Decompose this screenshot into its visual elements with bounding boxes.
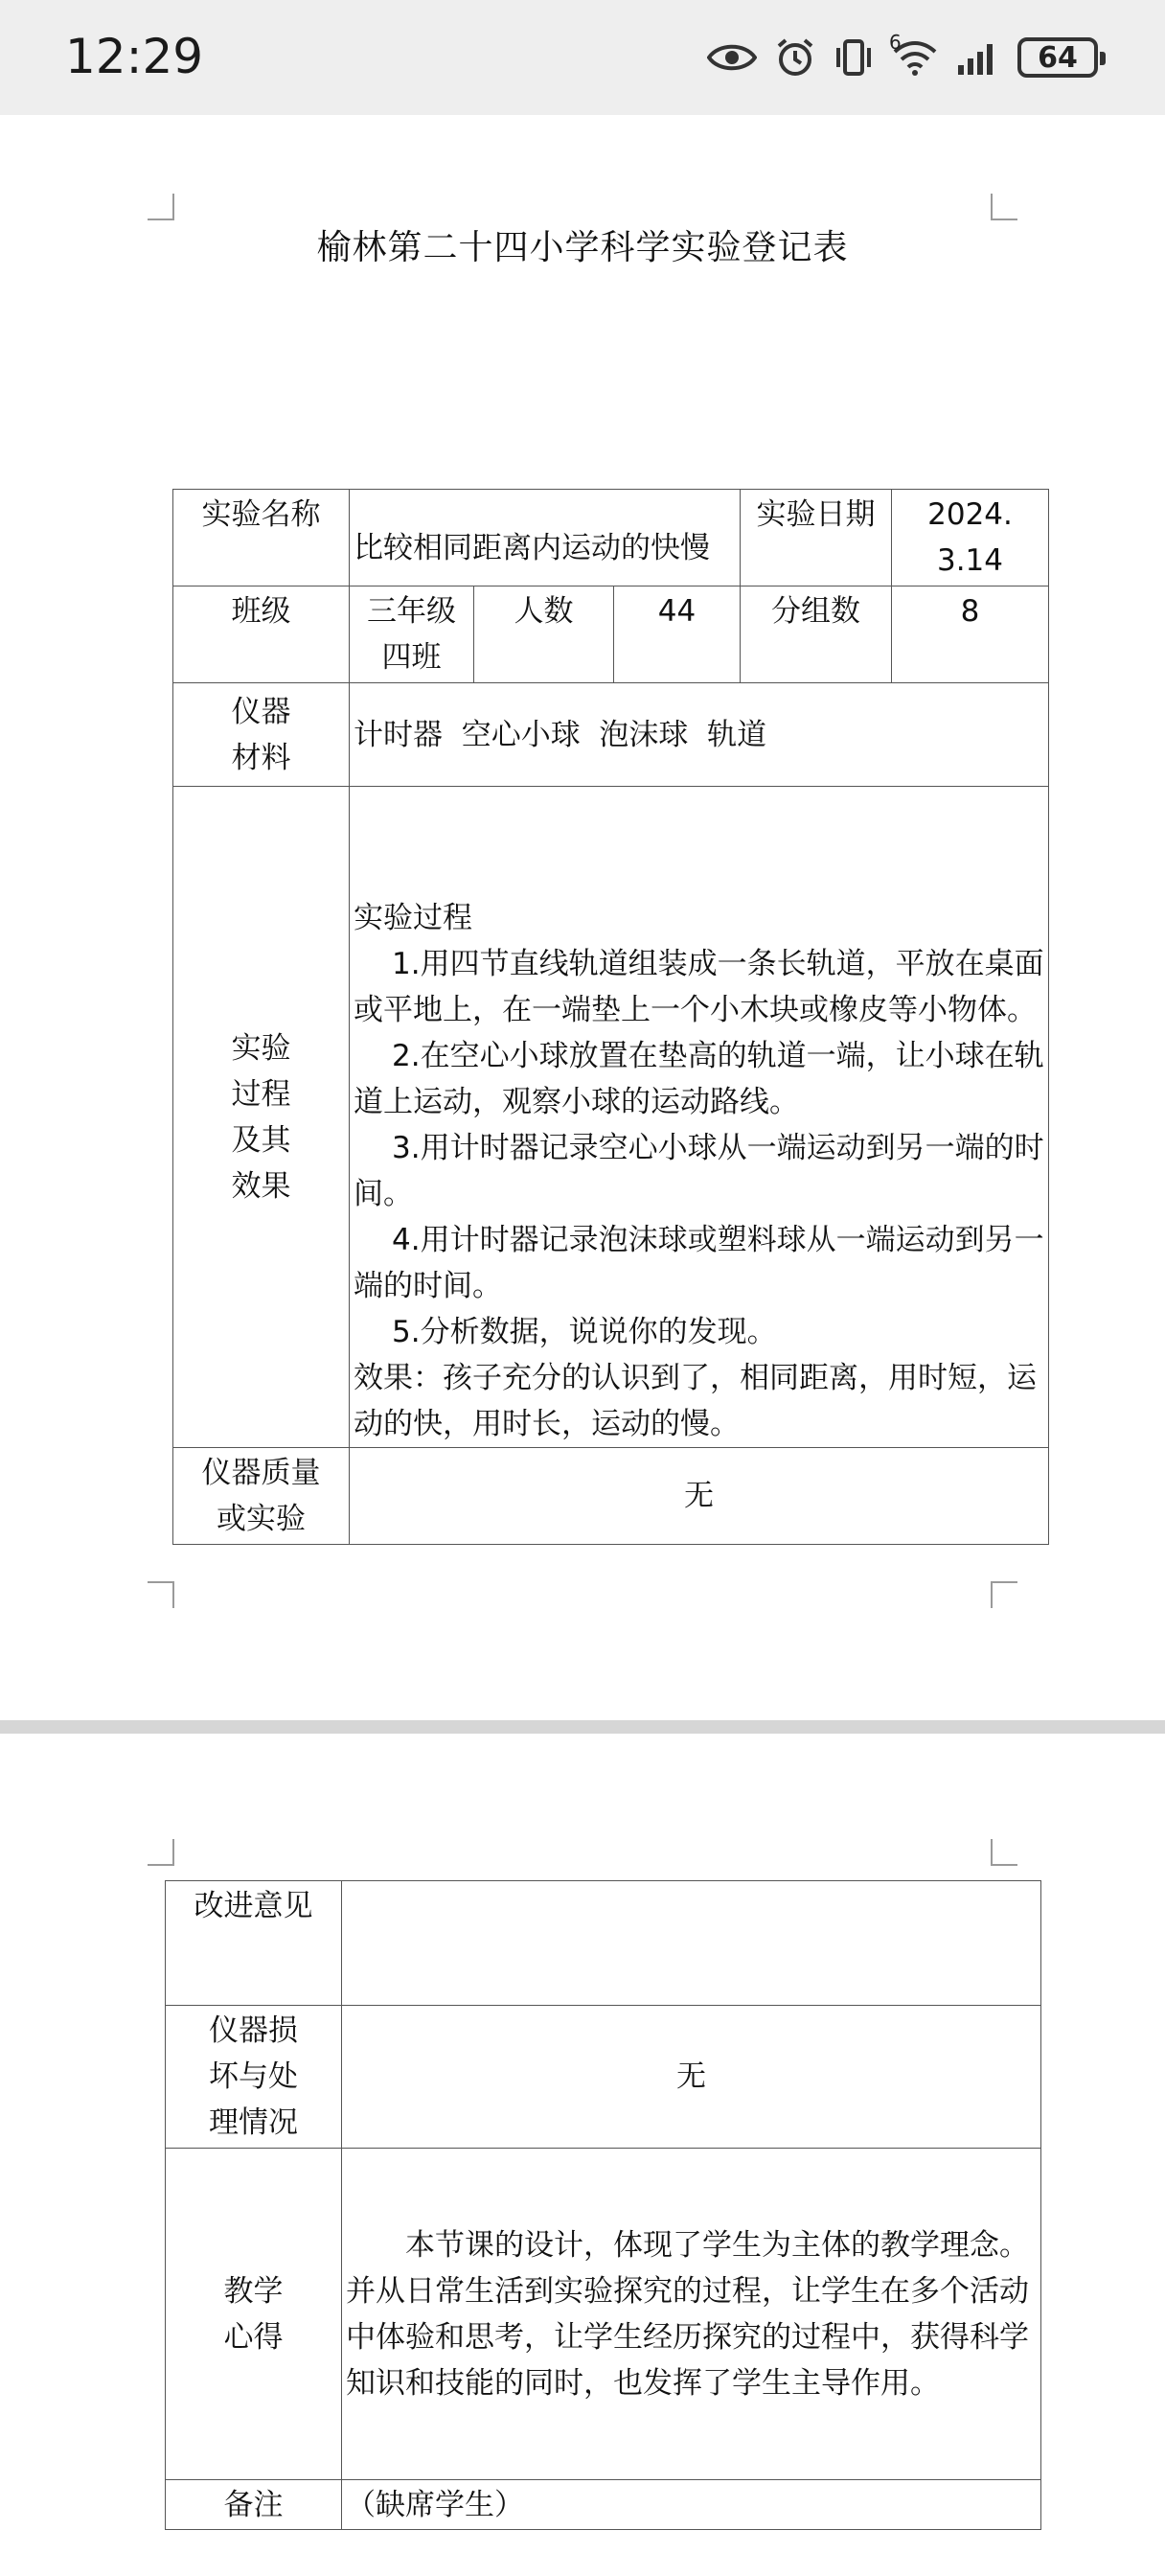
crop-mark xyxy=(148,1839,174,1866)
label-experiment-date: 实验日期 xyxy=(741,490,892,586)
label-damage-line-1: 仪器损 xyxy=(209,2013,298,2048)
process-step-2: 2.在空心小球放置在垫高的轨道一端，让小球在轨道上运动，观察小球的运动路线。 xyxy=(354,1039,1044,1119)
label-process-line-2: 过程 xyxy=(231,1076,291,1112)
experiment-name-value: 比较相同距离内运动的快慢 xyxy=(350,490,741,586)
label-quality-line-1: 仪器质量 xyxy=(201,1456,321,1490)
label-group-count: 分组数 xyxy=(741,586,892,683)
battery-level: 64 xyxy=(1038,40,1078,75)
class-line-1: 三年级 xyxy=(367,594,456,629)
group-count-value: 8 xyxy=(892,586,1049,683)
remarks-value: （缺席学生） xyxy=(342,2480,1041,2530)
label-reflection-line-2: 心得 xyxy=(223,2319,284,2355)
crop-mark xyxy=(991,1581,1017,1608)
label-process xyxy=(173,787,350,1448)
process-step-1: 1.用四节直线轨道组装成一条长轨道，平放在桌面或平地上，在一端垫上一个小木块或橡皮等小物体。 xyxy=(354,947,1044,1027)
date-line-1: 2024. xyxy=(927,497,1013,532)
vibrate-icon xyxy=(834,36,874,79)
crop-mark xyxy=(148,1581,174,1608)
table-row xyxy=(166,2480,1041,2530)
label-quality-line-2: 或实验 xyxy=(217,1502,306,1536)
page-separator xyxy=(0,1720,1165,1734)
label-student-count: 人数 xyxy=(474,586,614,683)
experiment-table xyxy=(172,489,1049,1545)
label-damage-line-3: 理情况 xyxy=(209,2105,298,2140)
document-page-2 xyxy=(0,1734,1165,2576)
wifi-generation-label: 6 xyxy=(889,31,902,54)
label-damage-line-2: 坏与处 xyxy=(209,2059,298,2094)
signal-icon xyxy=(956,38,1000,77)
equipment-quality-value: 无 xyxy=(350,1448,1049,1545)
damage-value: 无 xyxy=(342,2006,1041,2149)
battery-icon xyxy=(1017,37,1098,78)
wifi-icon xyxy=(889,31,939,77)
crop-mark xyxy=(991,194,1017,220)
document-title: 榆林第二十四小学科学实验登记表 xyxy=(316,228,849,267)
status-bar xyxy=(0,0,1165,115)
process-step-3: 3.用计时器记录空心小球从一端运动到另一端的时间。 xyxy=(354,1131,1044,1211)
class-line-2: 四班 xyxy=(381,640,442,675)
label-process-line-4: 效果 xyxy=(231,1168,291,1204)
student-count-value: 44 xyxy=(614,586,741,683)
class-value xyxy=(350,586,474,683)
date-line-2: 3.14 xyxy=(936,543,1004,578)
table-row xyxy=(173,787,1049,1448)
label-teaching-reflection xyxy=(166,2149,342,2480)
label-remarks: 备注 xyxy=(166,2480,342,2530)
process-step-4: 4.用计时器记录泡沫球或塑料球从一端运动到另一端的时间。 xyxy=(354,1223,1044,1303)
label-experiment-name: 实验名称 xyxy=(173,490,350,586)
process-effect: 效果：孩子充分的认识到了，相同距离，用时短，运动的快，用时长，运动的慢。 xyxy=(354,1361,1037,1441)
label-equipment-line-1: 仪器 xyxy=(231,694,291,729)
table-row xyxy=(173,683,1049,787)
label-process-line-1: 实验 xyxy=(231,1030,291,1066)
eye-icon xyxy=(707,41,757,74)
label-damage xyxy=(166,2006,342,2149)
document-page-1 xyxy=(0,115,1165,1720)
reflection-table xyxy=(165,1880,1041,2530)
label-reflection-line-1: 教学 xyxy=(223,2273,284,2309)
table-row xyxy=(166,1881,1041,2006)
label-process-line-3: 及其 xyxy=(231,1122,291,1158)
table-row xyxy=(173,1448,1049,1545)
label-equipment xyxy=(173,683,350,787)
process-step-5: 5.分析数据，说说你的发现。 xyxy=(392,1315,777,1349)
label-equipment-quality xyxy=(173,1448,350,1545)
table-row xyxy=(173,490,1049,586)
table-row xyxy=(166,2006,1041,2149)
status-time: 12:29 xyxy=(65,29,204,84)
crop-mark xyxy=(148,194,174,220)
table-row xyxy=(173,586,1049,683)
process-content xyxy=(350,787,1049,1448)
equipment-value: 计时器 空心小球 泡沫球 轨道 xyxy=(350,683,1049,787)
teaching-reflection-value: 本节课的设计，体现了学生为主体的教学理念。并从日常生活到实验探究的过程，让学生在多个活动中体验和思考，让学生经历探究的过程中，获得科学知识和技能的同时，也发挥了学生主导作用。 xyxy=(342,2149,1041,2480)
process-heading: 实验过程 xyxy=(354,901,472,935)
label-equipment-line-2: 材料 xyxy=(231,740,291,775)
improvement-value xyxy=(342,1881,1041,2006)
label-improvement: 改进意见 xyxy=(166,1881,342,2006)
label-class: 班级 xyxy=(173,586,350,683)
experiment-date-value xyxy=(892,490,1049,586)
status-icons xyxy=(707,33,1098,82)
alarm-icon xyxy=(774,36,816,79)
table-row xyxy=(166,2149,1041,2480)
crop-mark xyxy=(991,1839,1017,1866)
